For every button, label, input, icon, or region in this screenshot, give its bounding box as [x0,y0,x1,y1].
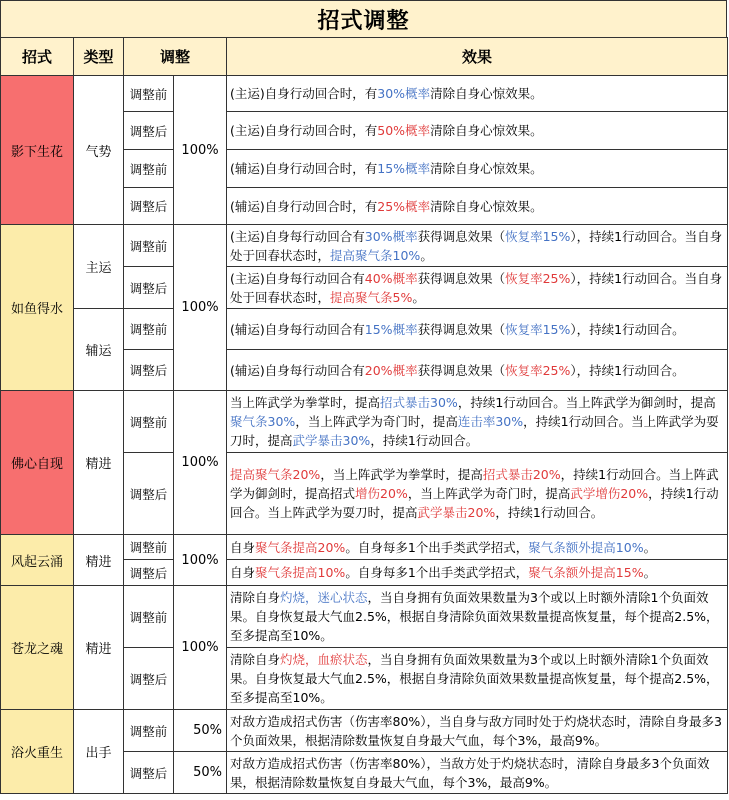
effect-segment: (主运)自身行动回合时，有 [230,123,378,138]
effect-segment: 灼烧，血瘀状态 [280,652,368,667]
effect-segment: 聚气条额外提高15% [528,565,644,580]
move-type: 精进 [74,391,124,535]
effect-segment: (辅运)自身行动回合时，有 [230,198,378,214]
move-name: 浴火重生 [1,710,74,794]
effect-segment: ，持续1行动回合。当上阵武学为耍刀时，提高 [230,486,719,520]
effect-text [227,112,728,150]
table-row [1,76,728,112]
adjust-percent: 100% [174,535,227,586]
effect-segment: (主运)自身每行动回合有 [230,228,365,244]
adjust-label: 调整后 [124,560,174,586]
effect-segment: (辅运)自身每行动回合有 [230,362,365,378]
effect-text [227,648,728,710]
move-name: 影下生花 [1,76,74,225]
effect-segment: 连击率30% [457,414,524,429]
adjustment-table [0,37,728,794]
table-row [1,535,728,560]
adjust-label: 调整后 [124,350,174,391]
table-row [1,225,728,267]
adjust-label: 调整前 [124,391,174,453]
effect-segment: 提高聚气条10% [330,247,421,263]
effect-segment: 自身 [230,539,256,555]
page-title: 招式调整 [0,0,727,38]
adjust-label: 调整后 [124,648,174,710]
effect-segment: ，当上阵武学为奇门时，提高 [407,486,571,501]
adjust-percent: 50% [174,710,227,752]
adjust-label: 调整前 [124,586,174,648]
effect-segment: 15%概率 [377,161,431,176]
effect-segment: 30%概率 [364,228,418,244]
effect-segment: 。 [643,565,657,580]
effect-segment: 清除自身心惊效果。 [430,123,543,138]
effect-segment: 对敌方造成招式伤害（伤害率80%），当敌方处于灼烧状态时，清除自身最多3个负面效果，根据清除数量恢复自身最大气血，每个3%，最高9%。 [230,755,710,790]
effect-segment: 聚气条提高20% [255,539,346,555]
adjust-label: 调整前 [124,309,174,350]
effect-segment: (主运)自身每行动回合有 [230,270,365,286]
effect-segment: 武学暴击20% [417,505,496,520]
effect-segment: 提高聚气条5% [330,289,413,305]
move-type: 辅运 [74,309,124,391]
effect-text [227,535,728,560]
effect-segment: 。自身每多1个出手类武学招式， [345,539,529,555]
effect-segment: ，持续1行动回合。 [370,433,479,448]
header-type: 类型 [74,38,124,76]
effect-segment: 招式暴击20% [482,467,561,482]
effect-segment: 清除自身心惊效果。 [430,198,543,214]
effect-text [227,150,728,188]
effect-segment: (辅运)自身行动回合时，有 [230,161,378,176]
effect-segment: ，当自身拥有负面效果数量为3个或以上时额外清除1个负面效果。自身恢复最大气血2.5%，根据自身清除负面效果数量提高恢复量，每个提高2.5%，至多提高至10%。 [230,590,719,643]
effect-text [227,309,728,350]
effect-text [227,188,728,225]
adjust-percent: 100% [174,76,227,225]
effect-segment: 50%概率 [377,123,431,138]
adjust-percent: 100% [174,586,227,710]
effect-segment: 获得调息效果（ [417,362,506,378]
adjust-label: 调整后 [124,752,174,794]
table-row [1,586,728,648]
header-adjust: 调整 [124,38,227,76]
effect-segment: 恢复率25% [505,362,571,378]
effect-segment: ），持续1行动回合。当自身处于回春状态时， [230,228,723,263]
move-type: 气势 [74,76,124,225]
effect-segment: 当上阵武学为拳掌时，提高 [230,395,381,410]
effect-segment: 15%概率 [364,321,418,337]
adjust-label: 调整后 [124,112,174,150]
effect-segment: ，持续1行动回合。当上阵武学为御剑时，提高 [457,395,716,410]
effect-segment: ），持续1行动回合。当自身处于回春状态时， [230,270,723,305]
move-name: 风起云涌 [1,535,74,586]
effect-segment: 聚气条额外提高10% [528,539,644,555]
effect-segment: 聚气条提高10% [255,565,346,580]
effect-text [227,391,728,453]
move-type: 精进 [74,535,124,586]
effect-segment: ，当上阵武学为拳掌时，提高 [320,467,483,482]
adjust-percent: 100% [174,391,227,535]
effect-segment: 25%概率 [377,198,431,214]
effect-segment: ），持续1行动回合。 [570,362,685,378]
effect-segment: ），持续1行动回合。 [570,321,685,337]
effect-segment: 恢复率15% [505,321,571,337]
move-name: 佛心自现 [1,391,74,535]
effect-text [227,267,728,309]
effect-segment: 恢复率15% [505,228,571,244]
effect-segment: 清除自身 [230,590,281,605]
move-name: 苍龙之魂 [1,586,74,710]
effect-segment: 。 [420,247,433,263]
effect-segment: 获得调息效果（ [417,270,506,286]
effect-text [227,453,728,535]
effect-segment: 清除自身心惊效果。 [430,161,543,176]
adjust-label: 调整后 [124,188,174,225]
effect-text [227,560,728,586]
move-name: 如鱼得水 [1,225,74,391]
effect-segment: ，持续1行动回合。当上阵武学为御剑时，提高招式 [230,467,719,501]
effect-segment: 灼烧，迷心状态 [280,590,368,605]
effect-segment: 招式暴击30% [380,395,458,410]
adjust-label: 调整前 [124,535,174,560]
effect-segment: ，当自身拥有负面效果数量为3个或以上时额外清除1个负面效果。自身恢复最大气血2.5%，根据自身清除负面效果数量提高恢复量，每个提高2.5%，至多提高至10%。 [230,652,719,705]
effect-segment: 提高聚气条20% [230,467,321,482]
effect-segment: ，当上阵武学为奇门时，提高 [295,414,458,429]
adjust-label: 调整前 [124,710,174,752]
effect-segment: 。自身每多1个出手类武学招式， [345,565,529,580]
effect-segment: 20%概率 [364,362,418,378]
header-move: 招式 [1,38,74,76]
effect-segment: 40%概率 [364,270,418,286]
adjust-label: 调整前 [124,150,174,188]
header-effect: 效果 [227,38,728,76]
effect-segment: (主运)自身行动回合时，有 [230,86,378,101]
effect-segment: ，持续1行动回合。 [495,505,604,520]
effect-text [227,225,728,267]
table-row [1,710,728,752]
table-row [1,391,728,453]
effect-segment: 清除自身心惊效果。 [430,86,543,101]
adjust-percent: 50% [174,752,227,794]
adjust-percent: 100% [174,225,227,391]
effect-segment: 。 [412,289,425,305]
effect-segment: 武学暴击30% [292,433,371,448]
effect-segment: 自身 [230,565,256,580]
effect-text [227,586,728,648]
effect-text [227,350,728,391]
effect-segment: ，持续1行动回合。当上阵武学为耍刀时，提高 [230,414,719,448]
move-type: 精进 [74,586,124,710]
adjust-label: 调整前 [124,76,174,112]
effect-segment: 获得调息效果（ [417,321,506,337]
effect-segment: 清除自身 [230,652,281,667]
move-type: 主运 [74,225,124,309]
effect-segment: 对敌方造成招式伤害（伤害率80%），当自身与敌方同时处于灼烧状态时，清除自身最多3个负面效果，根据清除数量恢复自身最大气血，每个3%，最高9%。 [230,713,723,748]
adjust-label: 调整后 [124,453,174,535]
table-row [1,309,728,350]
move-type: 出手 [74,710,124,794]
effect-segment: 。 [643,539,657,555]
effect-segment: 30%概率 [377,86,431,101]
effect-segment: 武学增伤20% [570,486,649,501]
adjust-label: 调整后 [124,267,174,309]
table-header-row [1,38,728,76]
effect-text [227,76,728,112]
effect-segment: 聚气条30% [230,414,296,429]
effect-segment: 增伤20% [355,486,408,501]
effect-segment: 恢复率25% [505,270,571,286]
effect-segment: 获得调息效果（ [417,228,506,244]
adjust-label: 调整前 [124,225,174,267]
effect-text [227,752,728,794]
effect-segment: (辅运)自身每行动回合有 [230,321,365,337]
effect-text [227,710,728,752]
